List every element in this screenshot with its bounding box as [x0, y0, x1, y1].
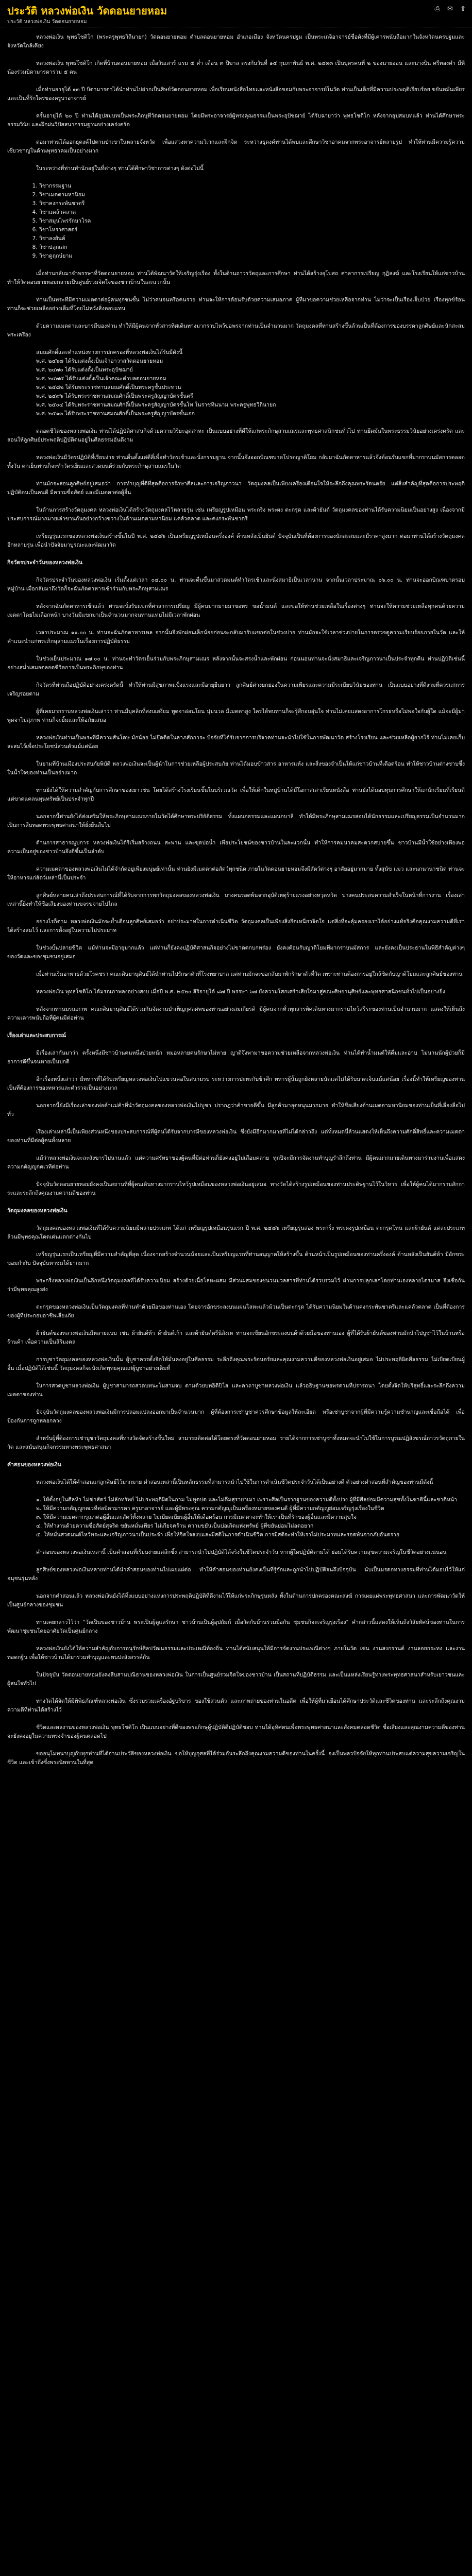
- paragraph: คำสอนของหลวงพ่อเงินเหล่านี้ เป็นคำสอนที่เรียบง่ายแต่ลึกซึ้ง สามารถนำไปปฏิบัติได้จริงในชีวิตประจำวัน หากผู้ใดปฏิบัติตามได้ ย่อมได้รับความสุขความเจริญในชีวิตอย่างแน่นอน: [36, 1549, 447, 1555]
- rank-item: พ.ศ. ๒๔๗๐ ได้รับแต่งตั้งเป็นพระอุปัชฌาย์: [36, 367, 133, 373]
- paragraph: นอกจากนี้ยังมีเรื่องเล่าของพ่อค้าแม่ค้าที่นำวัตถุมงคลของหลวงพ่อเงินไปบูชา ปรากฏว่าค้าขายดีขึ้น มีลูกค้ามาอุดหนุนมากมาย ทำให้ชื่อเสียงด้านเมตตามหานิยมของท่านเป็นที่เลื่องลือไปทั่ว: [7, 1103, 465, 1117]
- paragraph: ปัจจุบันวัดดอนยายหอมยังคงเป็นสถานที่ที่ผู้คนเดินทางมากราบไหว้รูปเหมือนของหลวงพ่อเงินอยู่เสมอ ทางวัดได้สร้างรูปเหมือนของท่านประดิษฐานไว้ในวิหาร เพื่อให้ผู้คนได้มากราบสักการะและระลึกถึงคุณงามความดีของท่าน: [7, 1181, 465, 1196]
- study-item: 3. วิชาคงกระพันชาตรี: [39, 199, 465, 208]
- paragraph: ลูกศิษย์ของหลวงพ่อเงินหลายท่านได้นำคำสอนของท่านไปเผยแผ่ต่อ ทำให้คำสอนของท่านยังคงเป็นที่รู้จักและถูกนำไปปฏิบัติจนถึงปัจจุบัน นับเป็นมรดกทางธรรมที่ท่านได้มอบไว้ให้แก่อนุชนรุ่นหลัง: [7, 1567, 465, 1582]
- paragraph: สำหรับผู้ที่ต้องการเช่าบูชาวัตถุมงคลที่ทางวัดจัดสร้างขึ้นใหม่ สามารถติดต่อได้โดยตรงที่วัดดอนยายหอม รายได้จากการเช่าบูชาทั้งหมดจะนำไปใช้ในการบูรณปฏิสังขรณ์ถาวรวัตถุภายในวัด และสนับสนุนกิจกรรมทางพระพุทธศาสนา: [7, 1435, 465, 1450]
- paragraph: หลวงพ่อเงินท่านเป็นพระที่มีความสันโดษ มักน้อย ไม่ยึดติดในลาภสักการะ ปัจจัยที่ได้รับจากการบริจาคท่านจะนำไปใช้ในการพัฒนาวัด สร้างโรงเรียน และช่วยเหลือผู้ยากไร้ ท่านไม่เคยเก็บสะสมไว้เพื่อประโยชน์ส่วนตัวแม้แต่น้อย: [7, 735, 465, 750]
- paragraph: หลังจากฉันภัตตาหารเช้าแล้ว ท่านจะนั่งรับแขกที่ศาลาการเปรียญ มีผู้คนมากมายมาขอพร ขอน้ำมนต์ และขอให้ท่านช่วยเหลือในเรื่องต่างๆ ท่านจะให้ความช่วยเหลือทุกคนด้วยความเมตตาโดยไม่เลือกหน้า บางวันมีแขกมาเป็นจำนวนมากจนท่านแทบไม่มีเวลาพักผ่อน: [7, 603, 465, 618]
- paragraph: ตะกรุดของหลวงพ่อเงินเป็นวัตถุมงคลที่ท่านทำด้วยมือของท่านเอง โดยจารอักขระลงบนแผ่นโลหะแล้วม้วนเป็นตะกรุด ได้รับความนิยมในด้านคงกระพันชาตรีและแคล้วคลาด เป็นที่ต้องการของผู้ที่ประกอบอาชีพเสี่ยงภัย: [7, 1304, 465, 1319]
- paragraph: นอกจากคำสอนแล้ว หลวงพ่อเงินยังได้ทิ้งแบบอย่างแห่งการประพฤติปฏิบัติที่ดีงามไว้ให้แก่พระภิกษุรุ่นหลัง ทั้งในด้านการปกครองคณะสงฆ์ การเผยแผ่พระพุทธศาสนา และการพัฒนาวัดให้เป็นศูนย์กลางของชุมชน: [7, 1593, 465, 1608]
- paragraph: เหรียญรุ่นแรกเป็นเหรียญที่มีความสำคัญที่สุด เนื่องจากสร้างจำนวนน้อยและเป็นเหรียญแรกที่ท่านอนุญาตให้สร้างขึ้น ด้านหน้าเป็นรูปเหมือนของท่านครึ่งองค์ ด้านหลังเป็นยันต์ห้า มีอักขระขอมกำกับ ปัจจุบันหาชมได้ยากมาก: [7, 1251, 465, 1266]
- paragraph: กิจวัตรประจำวันของหลวงพ่อเงิน เริ่มตั้งแต่เวลา ๐๔.๐๐ น. ท่านจะตื่นขึ้นมาสวดมนต์ทำวัตรเช้าและนั่งสมาธิเป็นเวลานาน จากนั้นเวลาประมาณ ๐๖.๐๐ น. ท่านจะออกบิณฑบาตรอบหมู่บ้าน เมื่อกลับมาถึงวัดก็จะฉันภัตตาหารเช้าร่วมกับพระภิกษุสามเณร: [7, 577, 465, 592]
- teaching-item: ๔. ให้ทำงานด้วยความซื่อสัตย์สุจริต ขยันหมั่นเพียร ไม่เกียจคร้าน ความขยันเป็นบ่อเกิดแห่งทรัพย์ ผู้ที่ขยันย่อมไม่อดอยาก: [36, 1523, 314, 1529]
- article-header: [0, 0, 472, 27]
- paragraph: ในยามที่บ้านเมืองประสบภัยพิบัติ หลวงพ่อเงินจะเป็นผู้นำในการช่วยเหลือผู้ประสบภัย ท่านได้มอบข้าวสาร อาหารแห้ง และสิ่งของจำเป็นให้แก่ชาวบ้านที่เดือดร้อน ทำให้ชาวบ้านต่างซาบซึ้งในน้ำใจของท่านเป็นอย่างมาก: [7, 761, 465, 776]
- ranks-intro: สมณศักดิ์และตำแหน่งทางการปกครองที่หลวงพ่อเงินได้รับมีดังนี้: [36, 349, 183, 355]
- study-item: 7. วิชาลงยันต์: [39, 234, 465, 243]
- paragraph: มีเรื่องเล่ากันมาว่า ครั้งหนึ่งมีชาวบ้านคนหนึ่งป่วยหนัก หมอหลายคนรักษาไม่หาย ญาติจึงพามาขอความช่วยเหลือจากหลวงพ่อเงิน ท่านได้ทำน้ำมนต์ให้ดื่มและอาบ ไม่นานนักผู้ป่วยก็มีอาการดีขึ้นจนหายเป็นปกติ: [7, 1050, 465, 1065]
- paragraph: เหรียญรุ่นแรกของหลวงพ่อเงินสร้างขึ้นในปี พ.ศ. ๒๔๘๖ เป็นเหรียญรูปเหมือนครึ่งองค์ ด้านหลังเป็นยันต์ ปัจจุบันเป็นที่ต้องการของนักสะสมและมีราคาสูงมาก ต่อมาท่านได้สร้างวัตถุมงคลอีกหลายรุ่น เพื่อนำปัจจัยมาบูรณะและพัฒนาวัด: [7, 533, 465, 548]
- rank-item: พ.ศ. ๒๕๐๔ ได้รับพระราชทานสมณศักดิ์เป็นพระครูสัญญาบัตรชั้นโท ในราชทินนาม พระครูพุทธวิถีนายก: [36, 402, 276, 408]
- article-byline: ประวัติ หลวงพ่อเงิน วัดดอนยายหอม: [7, 19, 87, 25]
- rank-item: พ.ศ. ๒๔๖๗ ได้รับแต่งตั้งเป็นเจ้าอาวาสวัดดอนยายหอม: [36, 358, 163, 364]
- study-item: 4. วิชาแคล้วคลาด: [39, 208, 465, 217]
- article-body: [7, 33, 465, 2576]
- paragraph: ผู้ที่เคยมากราบหลวงพ่อเงินเล่าว่า ท่านมีบุคลิกที่สงบเสงี่ยม พูดจาอ่อนโยน นุ่มนวล มีเมตตาสูง ใครได้พบท่านก็จะรู้สึกอบอุ่นใจ ท่านไม่เคยแสดงอาการโกรธหรือไม่พอใจกับผู้ใด แม้จะมีผู้มาพูดจาไม่สุภาพ ท่านก็จะยิ้มและให้อภัยเสมอ: [7, 708, 465, 723]
- teaching-item: ๒. ให้มีความกตัญญูกตเวทีต่อบิดามารดา ครูบาอาจารย์ และผู้มีพระคุณ ความกตัญญูเป็นเครื่องหมายของคนดี ผู้ที่มีความกตัญญูย่อมเจริญรุ่งเรืองในชีวิต: [36, 1505, 384, 1512]
- share-icon[interactable]: ⇧: [460, 5, 466, 13]
- article-tools: [430, 5, 466, 13]
- paragraph: นอกจากนี้ท่านยังได้ส่งเสริมให้พระภิกษุสามเณรภายในวัดได้ศึกษาพระปริยัติธรรม ทั้งแผนกธรรมและแผนกบาลี ทำให้มีพระภิกษุสามเณรสอบได้นักธรรมและเปรียญธรรมเป็นจำนวนมาก เป็นการสืบทอดพระพุทธศาสนาให้ยั่งยืนสืบไป: [7, 814, 465, 828]
- paragraph: ในช่วงเย็นประมาณ ๑๗.๐๐ น. ท่านจะทำวัตรเย็นร่วมกับพระภิกษุสามเณร หลังจากนั้นจะสรงน้ำและพักผ่อน ก่อนนอนท่านจะนั่งสมาธิและเจริญภาวนาเป็นประจำทุกคืน ท่านปฏิบัติเช่นนี้อย่างสม่ำเสมอตลอดชีวิตการเป็นพระภิกษุของท่าน: [7, 656, 465, 671]
- paragraph: ผ้ายันต์ของหลวงพ่อเงินมีหลายแบบ เช่น ผ้ายันต์ห้า ผ้ายันต์เก้า และผ้ายันต์ตรีนิสิงเห ท่านจะเขียนอักขระลงบนผ้าด้วยมือของท่านเอง ผู้ที่ได้รับผ้ายันต์ของท่านมักนำไปบูชาไว้ในบ้านหรือร้านค้า เพื่อความเป็นสิริมงคล: [7, 1330, 465, 1345]
- paragraph: หลังจากท่านมรณภาพ คณะศิษยานุศิษย์ได้ร่วมกันจัดงานบำเพ็ญกุศลศพของท่านอย่างสมเกียรติ มีผู้คนจากทั่วทุกสารทิศเดินทางมากราบไหว้สรีระของท่านเป็นจำนวนมาก แสดงให้เห็นถึงความเคารพนับถือที่ผู้คนมีต่อท่าน: [7, 1006, 465, 1021]
- paragraph: ต่อมาท่านได้ออกธุดงค์ไปตามป่าเขาในหลายจังหวัด เพื่อแสวงหาความวิเวกและฝึกจิต ระหว่างธุดงค์ท่านได้พบและศึกษาวิชาอาคมจากพระอาจารย์หลายรูป ทำให้ท่านมีความรู้ความเชี่ยวชาญในด้านพุทธาคมเป็นอย่างมาก: [7, 139, 465, 154]
- paragraph: ท่านเคยกล่าวไว้ว่า "วัดเป็นของชาวบ้าน พระเป็นผู้ดูแลรักษา ชาวบ้านเป็นผู้อุปถัมภ์ เมื่อวัดกับบ้านร่วมมือกัน ชุมชนก็จะเจริญรุ่งเรือง" คำกล่าวนี้แสดงให้เห็นถึงวิสัยทัศน์ของท่านในการพัฒนาชุมชนโดยอาศัยวัดเป็นศูนย์กลาง: [7, 1619, 465, 1634]
- study-item: 6. วิชาโหราศาสตร์: [39, 226, 465, 234]
- paragraph: ในระหว่างที่ท่านพำนักอยู่ในที่ต่างๆ ท่านได้ศึกษาวิชาการต่างๆ ดังต่อไปนี้: [36, 165, 204, 172]
- paragraph: ลูกศิษย์หลายคนเล่าถึงประสบการณ์ที่ได้รับจากการพกวัตถุมงคลของหลวงพ่อเงิน บางคนรอดพ้นจากอุบัติเหตุร้ายแรงอย่างหวุดหวิด บางคนประสบความสำเร็จในหน้าที่การงาน เรื่องเล่าเหล่านี้ยิ่งทำให้ชื่อเสียงของท่านขจรขจายไปไกล: [7, 892, 465, 907]
- paragraph: ท่านมักจะสอนลูกศิษย์อยู่เสมอว่า การทำบุญที่ดีที่สุดคือการรักษาศีลและการเจริญภาวนา วัตถุมงคลเป็นเพียงเครื่องเตือนใจให้ระลึกถึงคุณพระรัตนตรัย แต่สิ่งสำคัญที่สุดคือการประพฤติปฏิบัติตนเป็นคนดี มีความซื่อสัตย์ และมีเมตตาต่อผู้อื่น: [7, 481, 465, 496]
- paragraph: ชีวิตและผลงานของหลวงพ่อเงิน พุทธโชติโก เป็นแบบอย่างที่ดีของพระภิกษุผู้ปฏิบัติดีปฏิบัติชอบ ท่านได้อุทิศตนเพื่อพระพุทธศาสนาและสังคมตลอดชีวิต ชื่อเสียงและคุณงามความดีของท่านจะยังคงอยู่ในความทรงจำของผู้คนตลอดไป: [7, 1724, 465, 1739]
- paragraph: ครั้นอายุได้ ๒๐ ปี ท่านได้อุปสมบทเป็นพระภิกษุที่วัดดอนยายหอม โดยมีพระอาจารย์ผู้ทรงคุณธรรมเป็นพระอุปัชฌาย์ ได้รับฉายาว่า พุทธโชติโก หลังจากอุปสมบทแล้ว ท่านได้ศึกษาพระธรรมวินัย และฝึกฝนวิปัสสนากรรมฐานอย่างเคร่งครัด: [7, 113, 465, 128]
- teaching-item: ๓. ให้มีความเมตตากรุณาต่อผู้อื่นและสัตว์ทั้งหลาย ไม่เบียดเบียนผู้อื่นให้เดือดร้อน การมีเมตตาจะทำให้เราเป็นที่รักของผู้อื่นและมีความสุขใจ: [36, 1514, 357, 1520]
- paragraph: หลวงพ่อเงินมีวัตรปฏิบัติที่เรียบง่าย ท่านตื่นตั้งแต่ตีสี่เพื่อทำวัตรเช้าและนั่งกรรมฐาน จากนั้นจึงออกบิณฑบาตโปรดญาติโยม กลับมาฉันภัตตาหารแล้วจึงต้อนรับแขกที่มากราบนมัสการตลอดทั้งวัน ตกเย็นท่านก็จะทำวัตรเย็นและสวดมนต์ร่วมกับพระภิกษุสามเณรในวัด: [7, 454, 465, 469]
- paragraph: วัตถุมงคลของหลวงพ่อเงินที่ได้รับความนิยมมีหลายประเภท ได้แก่ เหรียญรูปเหมือนรุ่นแรก ปี พ.ศ. ๒๔๘๖ เหรียญรุ่นสอง พระกริ่ง พระผงรูปเหมือน ตะกรุดโทน และผ้ายันต์ แต่ละประเภทล้วนมีพุทธคุณโดดเด่นแตกต่างกันไป: [7, 1225, 465, 1240]
- paragraph: เรื่องเล่าเหล่านี้เป็นเพียงส่วนหนึ่งของประสบการณ์ที่ผู้คนได้รับจากบารมีของหลวงพ่อเงิน ซึ่งยังมีอีกมากมายที่ไม่ได้กล่าวถึง แต่ทั้งหมดนี้ล้วนแสดงให้เห็นถึงความศักดิ์สิทธิ์และความเมตตาของท่านที่มีต่อผู้คนทั้งหลาย: [7, 1129, 465, 1144]
- paragraph: เวลาประมาณ ๑๑.๐๐ น. ท่านจะฉันภัตตาหารเพล จากนั้นจึงพักผ่อนเล็กน้อยก่อนจะกลับมารับแขกต่อในช่วงบ่าย ท่านมักจะใช้เวลาช่วงบ่ายในการตรวจดูความเรียบร้อยภายในวัด และให้คำแนะนำแก่พระภิกษุสามเณรในเรื่องการปฏิบัติธรรม: [7, 630, 465, 645]
- paragraph: หลวงพ่อเงิน พุทธโชติโก (พระครูพุทธวิถีนายก) วัดดอนยายหอม ตำบลดอนยายหอม อำเภอเมือง จังหวัดนครปฐม เป็นพระเกจิอาจารย์ชื่อดังที่มีผู้เคารพนับถือมากในจังหวัดนครปฐมและจังหวัดใกล้เคียง: [7, 34, 465, 49]
- rank-item: พ.ศ. ๒๔๙๖ ได้รับพระราชทานสมณศักดิ์เป็นพระครูสัญญาบัตรชั้นตรี: [36, 393, 193, 399]
- paragraph: เมื่อท่านกลับมาจำพรรษาที่วัดดอนยายหอม ท่านได้พัฒนาวัดให้เจริญรุ่งเรือง ทั้งในด้านถาวรวัตถุและการศึกษา ท่านได้สร้างอุโบสถ ศาลาการเปรียญ กุฏิสงฆ์ และโรงเรียนให้แก่ชาวบ้าน ทำให้วัดดอนยายหอมกลายเป็นศูนย์รวมจิตใจของชาวบ้านในละแวกนั้น: [7, 270, 465, 285]
- teaching-item: ๑. ให้ตั้งอยู่ในศีลห้า ไม่ฆ่าสัตว์ ไม่ลักทรัพย์ ไม่ประพฤติผิดในกาม ไม่พูดปด และไม่ดื่มสุรายาเมา เพราะศีลเป็นรากฐานของความดีทั้งปวง ผู้ที่มีศีลย่อมมีความสุขทั้งในชาตินี้และชาติหน้า: [36, 1497, 457, 1503]
- teaching-item: ๕. ให้หมั่นสวดมนต์ไหว้พระและเจริญภาวนาเป็นประจำ เพื่อให้จิตใจสงบและมีสติในการดำเนินชีวิต การมีสติจะทำให้เราไม่ประมาทและรอดพ้นจากภัยอันตราย: [36, 1532, 399, 1538]
- rank-item: พ.ศ. ๒๔๗๕ ได้รับแต่งตั้งเป็นเจ้าคณะตำบลดอนยายหอม: [36, 376, 166, 382]
- section-heading: วัตถุมงคลของหลวงพ่อเงิน: [7, 1208, 68, 1214]
- study-item: 2. วิชาเมตตามหานิยม: [39, 191, 465, 199]
- paragraph: ทางวัดได้จัดให้มีพิพิธภัณฑ์หลวงพ่อเงิน ซึ่งรวบรวมเครื่องอัฐบริขาร ของใช้ส่วนตัว และภาพถ่ายของท่านในอดีต เพื่อให้ผู้ที่มาเยือนได้ศึกษาประวัติและชีวิตของท่าน และระลึกถึงคุณงามความดีที่ท่านได้สร้างไว้: [7, 1698, 465, 1713]
- paragraph: ในปัจจุบัน วัดดอนยายหอมยังคงสืบสานปณิธานของหลวงพ่อเงิน ในการเป็นศูนย์รวมจิตใจของชาวบ้าน เป็นสถานที่ปฏิบัติธรรม และเป็นแหล่งเรียนรู้ทางพระพุทธศาสนาสำหรับเยาวชนและผู้สนใจทั่วไป: [7, 1672, 465, 1687]
- paragraph: ในการสวดบูชาหลวงพ่อเงิน ผู้บูชาสามารถสวดบทนะโมสามจบ ตามด้วยบทอิติปิโส และคาถาบูชาหลวงพ่อเงิน แล้วอธิษฐานขอพรตามที่ปรารถนา โดยตั้งจิตให้บริสุทธิ์และระลึกถึงความเมตตาของท่าน: [7, 1383, 465, 1398]
- paragraph: กิจวัตรที่ท่านถือปฏิบัติอย่างเคร่งครัดนี้ ทำให้ท่านมีสุขภาพแข็งแรงและมีอายุยืนยาว ลูกศิษย์ต่างยกย่องในความเพียรและความมีระเบียบวินัยของท่าน เป็นแบบอย่างที่ดีงามที่ควรแก่การเจริญรอยตาม: [7, 682, 465, 697]
- paragraph: อีกเรื่องหนึ่งเล่าว่า มีทหารที่ได้รับเหรียญหลวงพ่อเงินไปแขวนคอในสนามรบ ระหว่างการปะทะกับข้าศึก ทหารผู้นั้นถูกยิงหลายนัดแต่ไม่ได้รับบาดเจ็บแม้แต่น้อย เรื่องนี้ทำให้เหรียญของท่านเป็นที่ต้องการของทหารและตำรวจเป็นอย่างมาก: [7, 1076, 465, 1091]
- paragraph: แม้ว่าหลวงพ่อเงินจะละสังขารไปนานแล้ว แต่ความศรัทธาของผู้คนที่มีต่อท่านก็ยังคงอยู่ไม่เสื่อมคลาย ทุกปีจะมีการจัดงานทำบุญรำลึกถึงท่าน มีผู้คนมากมายเดินทางมาร่วมงานเพื่อแสดงความกตัญญูกตเวทีต่อท่าน: [7, 1155, 465, 1170]
- paragraph: ด้านการสาธารณูปการ หลวงพ่อเงินได้ริเริ่มสร้างถนน สะพาน และขุดบ่อน้ำ เพื่อประโยชน์ของชาวบ้านในละแวกนั้น ทำให้การคมนาคมสะดวกสบายขึ้น ชาวบ้านมีน้ำใช้อย่างเพียงพอ ความเป็นอยู่ของชาวบ้านจึงดีขึ้นเป็นลำดับ: [7, 840, 465, 855]
- study-item: 8. วิชาปลุกเสก: [39, 243, 465, 252]
- paragraph: อย่างไรก็ตาม หลวงพ่อเงินมักจะย้ำเตือนลูกศิษย์เสมอว่า อย่าประมาทในการดำเนินชีวิต วัตถุมงคลเป็นเพียงสิ่งยึดเหนี่ยวจิตใจ แต่สิ่งที่จะคุ้มครองเราได้อย่างแท้จริงคือคุณงามความดีที่เราได้สร้างสมไว้ และการตั้งอยู่ในความไม่ประมาท: [7, 919, 465, 934]
- paragraph: ท่านเป็นพระที่มีความเมตตาต่อผู้คนทุกชนชั้น ไม่ว่าคนจนหรือคนรวย ท่านจะให้การต้อนรับด้วยความเสมอภาค ผู้ที่มาขอความช่วยเหลือจากท่าน ไม่ว่าจะเป็นเรื่องเจ็บป่วย เรื่องทุกข์ร้อน ท่านก็จะช่วยเหลืออย่างเต็มที่โดยไม่หวังสิ่งตอบแทน: [7, 297, 465, 312]
- paragraph: หลวงพ่อเงินยังได้ให้ความสำคัญกับการอนุรักษ์ศิลปวัฒนธรรมและประเพณีท้องถิ่น ท่านได้สนับสนุนให้มีการจัดงานประเพณีต่างๆ ภายในวัด เช่น งานสงกรานต์ งานลอยกระทง และงานทอดกฐิน เพื่อให้ชาวบ้านได้มาร่วมทำบุญและพบปะสังสรรค์กัน: [7, 1646, 465, 1660]
- article-title: ประวัติ หลวงพ่อเงิน วัดดอนยายหอม: [7, 5, 167, 17]
- paragraph: หลวงพ่อเงินได้ให้คำสอนแก่ลูกศิษย์ไว้มากมาย คำสอนเหล่านี้เป็นหลักธรรมที่สามารถนำไปใช้ในการดำเนินชีวิตประจำวันได้เป็นอย่างดี ตัวอย่างคำสอนที่สำคัญของท่านมีดังนี้: [36, 1479, 433, 1485]
- paragraph: หลวงพ่อเงิน พุทธโชติโก ได้มรณภาพลงอย่างสงบ เมื่อปี พ.ศ. ๒๕๒๐ สิริอายุได้ ๘๗ ปี พรรษา ๖๗ ยังความโศกเศร้าเสียใจมาสู่คณะศิษยานุศิษย์และพุทธศาสนิกชนทั่วไปเป็นอย่างยิ่ง: [36, 989, 446, 995]
- paragraph: เมื่อท่านอายุได้ ๑๓ ปี บิดามารดาได้นำท่านไปฝากเป็นศิษย์วัดดอนยายหอม เพื่อเรียนหนังสือไทยและหนังสือขอมกับพระอาจารย์ในวัด ท่านเป็นเด็กที่มีความประพฤติเรียบร้อย ขยันหมั่นเพียร และเป็นที่รักใคร่ของครูบาอาจารย์: [7, 87, 465, 101]
- study-item: 1. วิชากรรมฐาน: [39, 182, 465, 191]
- study-item: 9. วิชาดูฤกษ์ยาม: [39, 252, 465, 261]
- paragraph: ในด้านการสร้างวัตถุมงคล หลวงพ่อเงินได้สร้างวัตถุมงคลไว้หลายรุ่น เช่น เหรียญรูปเหมือน พระกริ่ง พระผง ตะกรุด และผ้ายันต์ วัตถุมงคลของท่านได้รับความนิยมเป็นอย่างสูง เนื่องจากมีประสบการณ์มากมายเล่าขานกันอย่างกว้างขวางในด้านเมตตามหานิยม แคล้วคลาด และคงกระพันชาตรี: [7, 507, 465, 522]
- paragraph: หลวงพ่อเงิน พุทธโชติโก เกิดที่บ้านดอนยายหอม เมื่อวันเสาร์ แรม ๕ ค่ำ เดือน ๓ ปีขาล ตรงกับวันที่ ๑๕ กุมภาพันธ์ พ.ศ. ๒๔๓๓ เป็นบุตรคนที่ ๒ ของนายอ่อน และนางปิ่น ศรีทองคำ มีพี่น้องร่วมบิดามารดารวม ๕ คน: [7, 60, 465, 75]
- section-heading: กิจวัตรประจำวันของหลวงพ่อเงิน: [7, 560, 83, 566]
- paragraph: ด้วยความเมตตาและบารมีของท่าน ทำให้มีผู้คนจากทั่วสารทิศเดินทางมากราบไหว้ขอพรจากท่านเป็นจำนวนมาก วัตถุมงคลที่ท่านสร้างขึ้นล้วนเป็นที่ต้องการของบรรดาลูกศิษย์และนักสะสมพระเครื่อง: [7, 323, 465, 338]
- paragraph: ปัจจุบันวัตถุมงคลของหลวงพ่อเงินมีการปลอมแปลงออกมาเป็นจำนวนมาก ผู้ที่ต้องการเช่าบูชาควรศึกษาข้อมูลให้ละเอียด หรือเช่าบูชาจากผู้ที่มีความรู้ความชำนาญและเชื่อถือได้ เพื่อป้องกันการถูกหลอกลวง: [7, 1409, 465, 1424]
- paragraph: พระกริ่งหลวงพ่อเงินเป็นอีกหนึ่งวัตถุมงคลที่ได้รับความนิยม สร้างด้วยเนื้อโลหะผสม มีส่วนผสมของชนวนมวลสารที่ท่านได้รวบรวมไว้ ผ่านการปลุกเสกโดยท่านเองหลายไตรมาส จึงเชื่อกันว่ามีพุทธคุณสูงส่ง: [7, 1278, 465, 1293]
- paragraph: ตลอดชีวิตของหลวงพ่อเงิน ท่านได้ปฏิบัติศาสนกิจด้วยความวิริยะอุตสาหะ เป็นแบบอย่างที่ดีให้แก่พระภิกษุสามเณรและพุทธศาสนิกชนทั่วไป ท่านยึดมั่นในพระธรรมวินัยอย่างเคร่งครัด และสอนให้ลูกศิษย์ประพฤติปฏิบัติตนอยู่ในศีลธรรมอันดีงาม: [7, 428, 465, 443]
- paragraph: เมื่อท่านเริ่มอาพาธด้วยโรคชรา คณะศิษยานุศิษย์ได้นำท่านไปรักษาตัวที่โรงพยาบาล แต่ท่านมักจะขอกลับมาพักรักษาตัวที่วัด เพราะท่านต้องการอยู่ใกล้ชิดกับญาติโยมและลูกศิษย์ของท่าน: [36, 971, 463, 977]
- rank-item: พ.ศ. ๒๔๘๒ ได้รับพระราชทานสมณศักดิ์เป็นพระครูชั้นประทวน: [36, 384, 181, 391]
- paragraph: ท่านยังได้ให้ความสำคัญกับการศึกษาของเยาวชน โดยได้สร้างโรงเรียนขึ้นในบริเวณวัด เพื่อให้เด็กในหมู่บ้านได้มีโอกาสเล่าเรียนหนังสือ ท่านยังได้มอบทุนการศึกษาให้แก่นักเรียนที่เรียนดีแต่ขาดแคลนทุนทรัพย์เป็นประจำทุกปี: [7, 787, 465, 802]
- section-heading: คำสอนของหลวงพ่อเงิน: [7, 1462, 61, 1468]
- paragraph: ความเมตตาของหลวงพ่อเงินไม่ได้จำกัดอยู่เพียงมนุษย์เท่านั้น ท่านยังมีเมตตาต่อสัตว์ทุกชนิด ภายในวัดดอนยายหอมจึงมีสัตว์ต่างๆ อาศัยอยู่มากมาย ทั้งสุนัข แมว และนกนานาชนิด ท่านจะให้อาหารแก่สัตว์เหล่านี้เป็นประจำ: [7, 866, 465, 881]
- section-heading: เรื่องเล่าและประสบการณ์: [7, 1032, 66, 1039]
- study-list: [7, 182, 465, 261]
- study-item: 5. วิชาสมุนไพรรักษาโรค: [39, 217, 465, 226]
- print-icon[interactable]: ⎙: [434, 5, 440, 13]
- email-icon[interactable]: ✉: [447, 5, 453, 13]
- paragraph: ในช่วงบั้นปลายชีวิต แม้ท่านจะมีอายุมากแล้ว แต่ท่านก็ยังคงปฏิบัติศาสนกิจอย่างไม่ขาดตกบกพร่อง ยังคงต้อนรับญาติโยมที่มากราบนมัสการ และยังคงเป็นประธานในพิธีสำคัญต่างๆ ของวัดและของชุมชนอยู่เสมอ: [7, 945, 465, 960]
- paragraph: การบูชาวัตถุมงคลของหลวงพ่อเงินนั้น ผู้บูชาควรตั้งจิตให้มั่นคงอยู่ในศีลธรรม ระลึกถึงคุณพระรัตนตรัยและคุณงามความดีของหลวงพ่อเงินอยู่เสมอ ไม่ประพฤติผิดศีลธรรม ไม่เบียดเบียนผู้อื่น เมื่อปฏิบัติได้เช่นนี้ วัตถุมงคลก็จะบังเกิดพุทธคุณแก่ผู้บูชาอย่างเต็มที่: [7, 1357, 465, 1371]
- rank-item: พ.ศ. ๒๕๑๓ ได้รับพระราชทานสมณศักดิ์เป็นพระครูสัญญาบัตรชั้นเอก: [36, 411, 195, 417]
- paragraph: ขออนุโมทนาบุญกับทุกท่านที่ได้อ่านประวัติของหลวงพ่อเงิน ขอให้บุญกุศลที่ได้ร่วมกันระลึกถึงคุณงามความดีของท่านในครั้งนี้ จงเป็นพลวปัจจัยให้ทุกท่านประสบแต่ความสุขความเจริญในชีวิต และเข้าถึงซึ่งพระนิพพานในที่สุด: [7, 1751, 465, 1766]
